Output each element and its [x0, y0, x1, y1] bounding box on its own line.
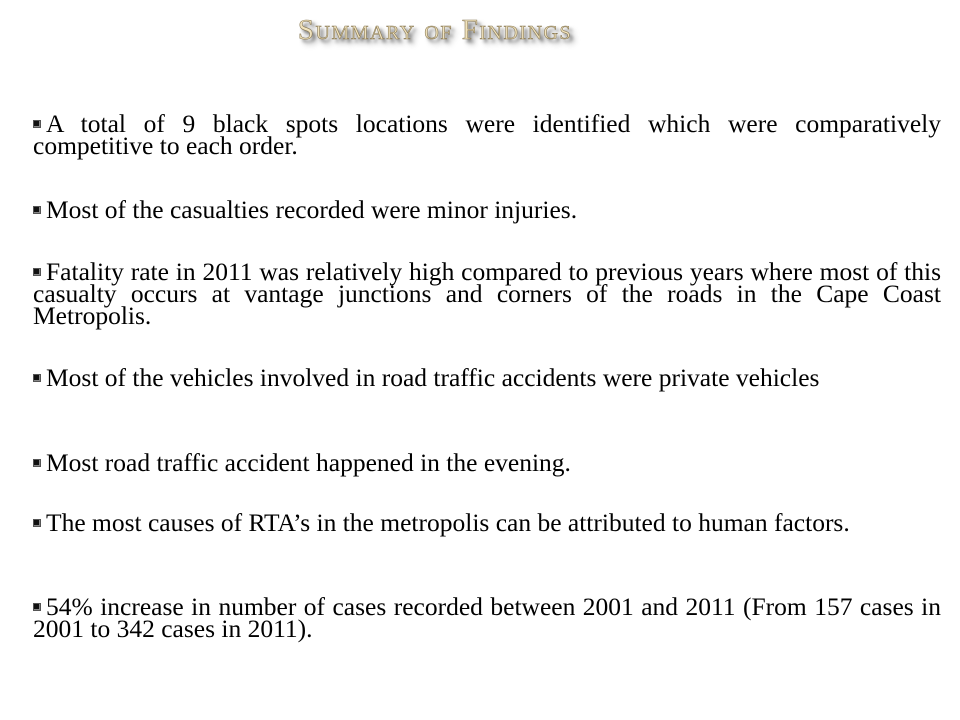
finding-text: Most road traffic accident happened in the evening.	[46, 448, 571, 477]
finding-item	[33, 257, 941, 330]
finding-item	[33, 195, 941, 224]
square-bullet-icon	[33, 206, 41, 214]
finding-text: Most of the casualties recorded were minor injuries.	[46, 195, 578, 224]
square-bullet-icon	[33, 374, 41, 382]
finding-item	[33, 109, 941, 160]
finding-item	[33, 592, 941, 643]
finding-item	[33, 508, 941, 537]
square-bullet-icon	[33, 268, 41, 276]
square-bullet-icon	[33, 459, 41, 467]
square-bullet-icon	[33, 120, 41, 128]
finding-text: 54% increase in number of cases recorded between 2001 and 2011 (From 157 cases in 2001 to 342 cases in 2011).	[33, 592, 941, 643]
finding-text: The most causes of RTA’s in the metropolis can be attributed to human factors.	[46, 508, 850, 537]
finding-item	[33, 448, 941, 477]
finding-text: Fatality rate in 2011 was relatively high compared to previous years where most of this casualty occurs at vantage junctions and corners of the roads in the Cape Coast Metropolis.	[33, 257, 941, 330]
square-bullet-icon	[33, 519, 41, 527]
finding-item	[33, 363, 941, 392]
finding-text: Most of the vehicles involved in road traffic accidents were private vehicles	[46, 363, 820, 392]
slide-title: Summary of Findings	[297, 14, 573, 46]
square-bullet-icon	[33, 603, 41, 611]
finding-text: A total of 9 black spots locations were identified which were comparatively competitive to each order.	[33, 109, 941, 160]
